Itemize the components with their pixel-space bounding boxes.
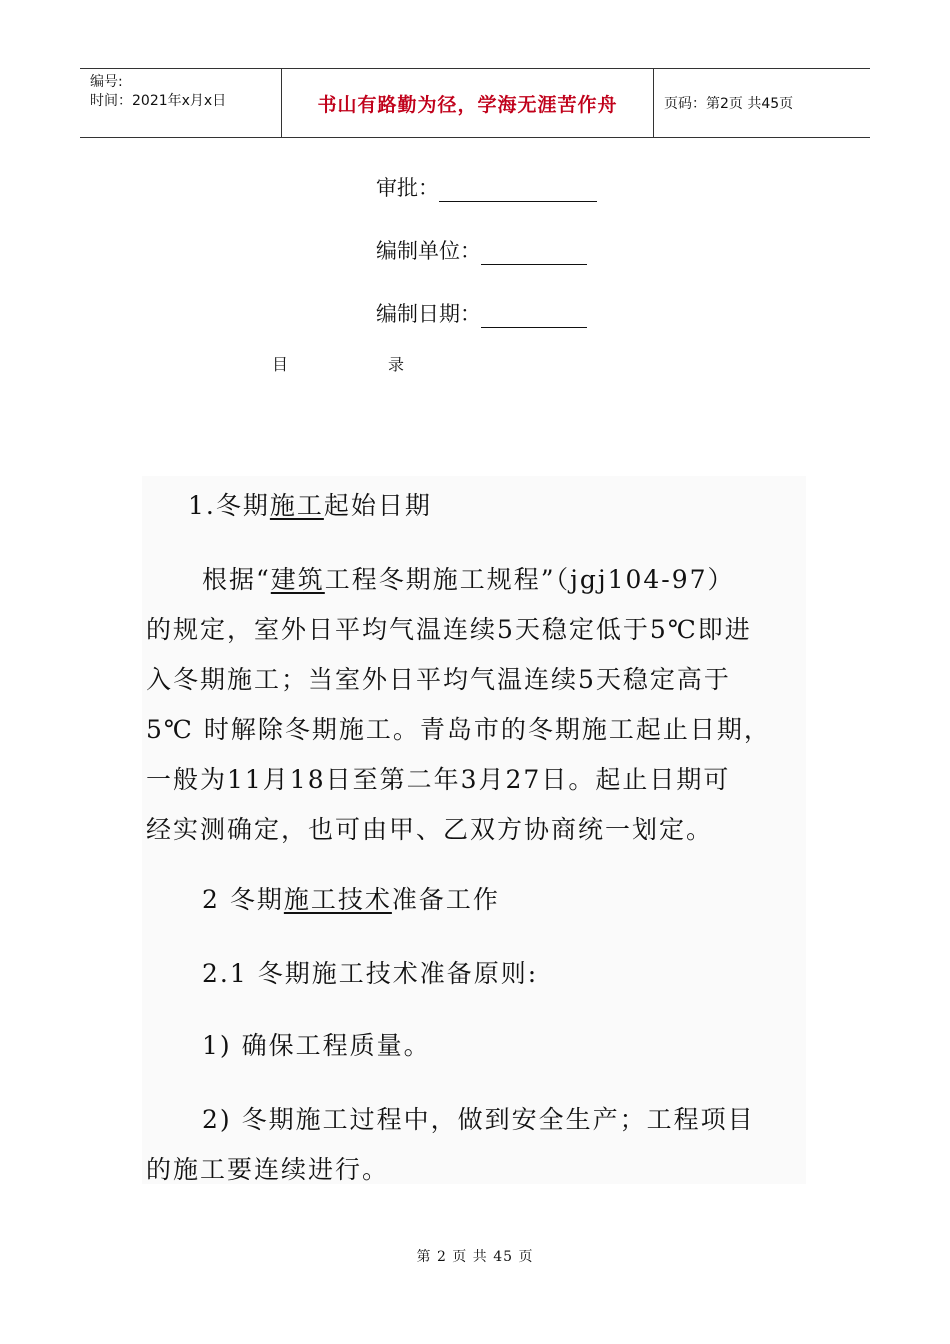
toc-char-lu: 录	[388, 355, 405, 374]
approve-label: 审批：	[376, 176, 439, 200]
header-meta	[80, 69, 282, 137]
p1-l1-post: 工程冬期施工规程”（jgj104-97）	[324, 565, 735, 594]
section-2-1-title: 2.1 冬期施工技术准备原则:	[202, 959, 539, 988]
header-page-info: 页码：第2页 共45页	[664, 96, 794, 112]
section-2-title-pre: 2 冬期	[202, 885, 284, 914]
paragraph-1-line-3: 入冬期施工；当室外日平均气温连续5天稳定高于	[146, 665, 731, 694]
section-2-title	[202, 880, 500, 916]
section-2-title-link: 施工技术	[283, 885, 392, 914]
header-motto: 书山有路勤为径，学海无涯苦作舟	[317, 93, 618, 116]
list-item-1: 1) 确保工程质量。	[202, 1031, 431, 1060]
date-line	[376, 298, 587, 328]
paragraph-1-line-2: 的规定，室外日平均气温连续5天稳定低于5℃即进	[146, 615, 752, 644]
section-1-title	[188, 486, 432, 522]
list-item-2-line-1: 2) 冬期施工过程中，做到安全生产；工程项目	[202, 1105, 755, 1134]
page-footer: 第 2 页 共 45 页	[416, 1249, 534, 1265]
paragraph-1-line-6: 经实测确定，也可由甲、乙双方协商统一划定。	[146, 815, 714, 844]
toc-char-mu: 目	[272, 355, 289, 374]
p1-l1-link: 建筑	[270, 565, 325, 594]
paragraph-1-line-4: 5℃ 时解除冬期施工。青岛市的冬期施工起止日期，	[146, 715, 771, 744]
unit-blank	[481, 242, 587, 265]
paragraph-1-line-5: 一般为11月18日至第二年3月27日。起止日期可	[146, 765, 731, 794]
unit-label: 编制单位：	[376, 239, 481, 263]
section-2-title-post: 准备工作	[391, 885, 500, 914]
p1-l1-pre: 根据“	[202, 565, 271, 594]
time-label: 时间：2021年x月x日	[90, 93, 227, 109]
list-item-2-line-2: 的施工要连续进行。	[146, 1155, 390, 1184]
section-1-title-pre: 1.冬期	[188, 491, 270, 520]
section-1-title-link: 施工	[269, 491, 324, 520]
page-header	[80, 68, 870, 138]
date-blank	[481, 305, 587, 328]
section-1-title-post: 起始日期	[323, 491, 432, 520]
header-motto-cell	[282, 69, 654, 137]
approve-blank	[439, 179, 597, 202]
approve-line	[376, 172, 597, 202]
document-body	[142, 476, 806, 1184]
date-label: 编制日期：	[376, 302, 481, 326]
paragraph-1-line-1	[202, 560, 735, 596]
serial-label: 编号:	[90, 74, 123, 90]
unit-line	[376, 235, 587, 265]
